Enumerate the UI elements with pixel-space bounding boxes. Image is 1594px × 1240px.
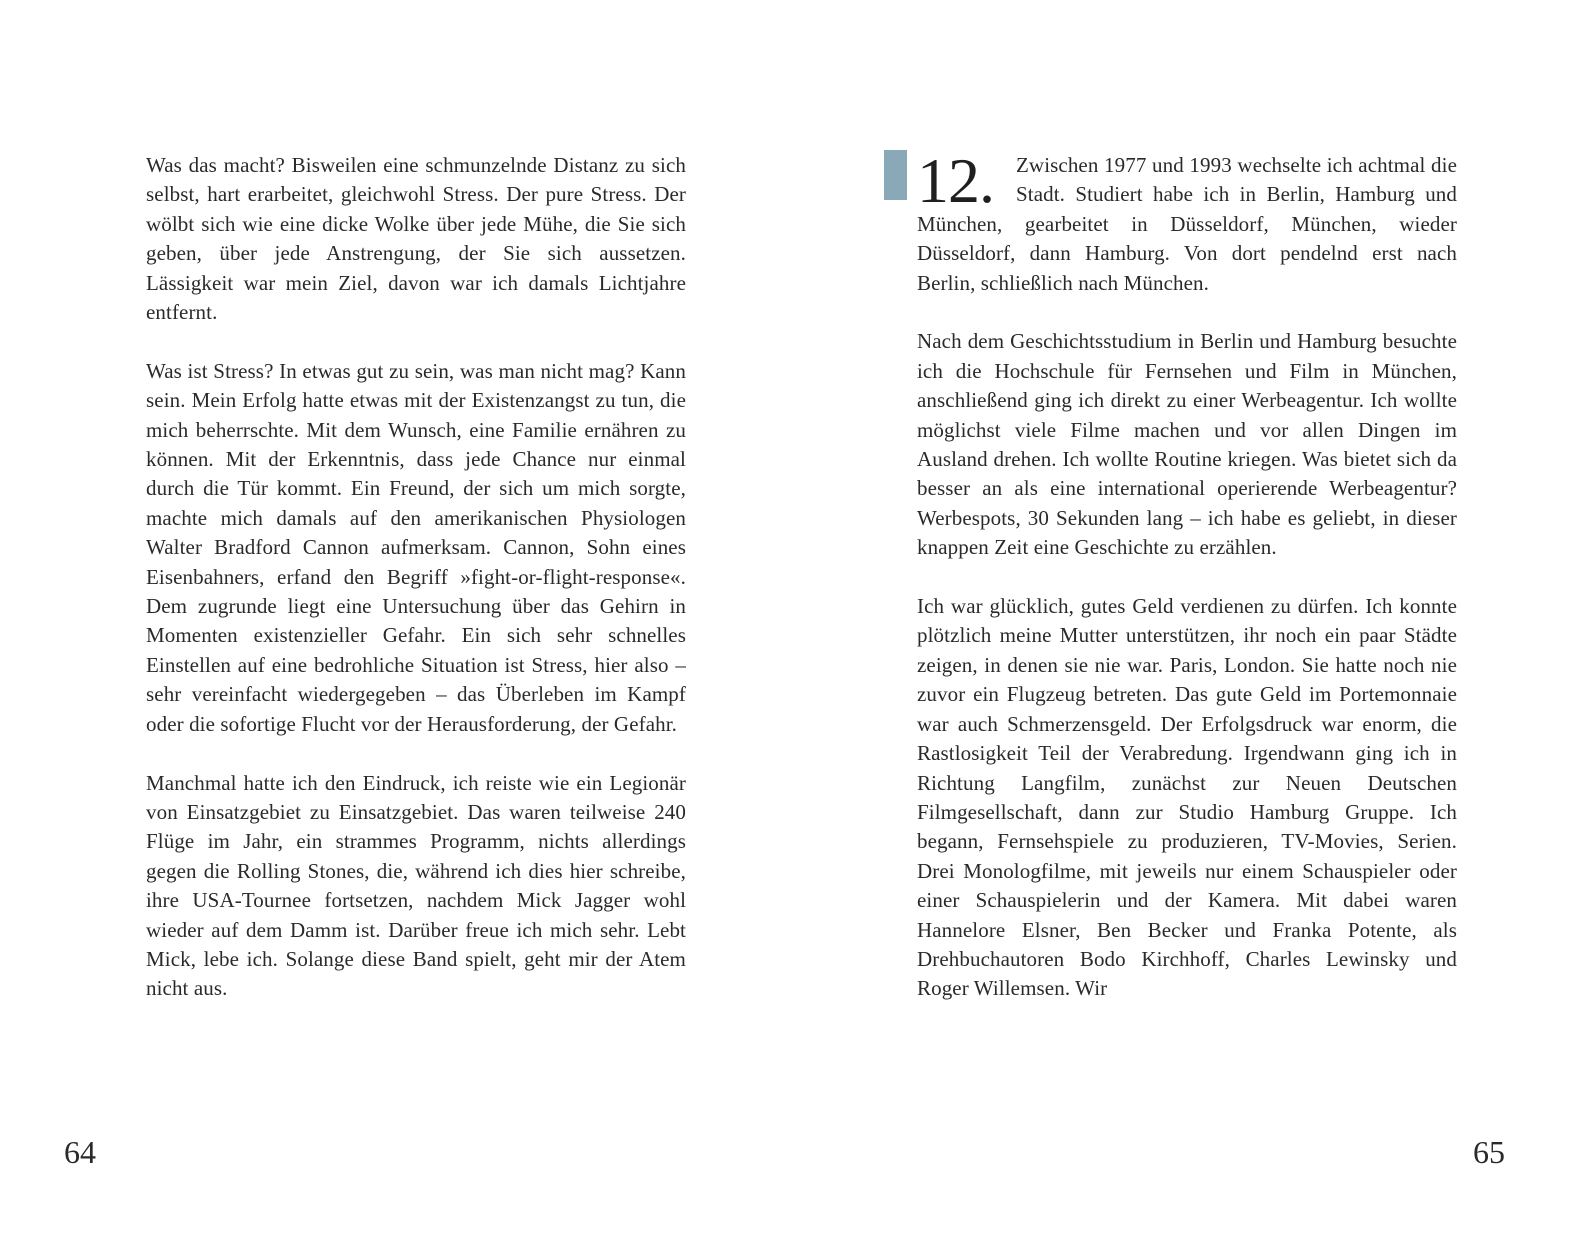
paragraph: Nach dem Geschichtsstudium in Berlin und Hamburg besuchte ich die Hochschule für Fernsehen und Film in München, anschließend ging ich direkt zu einer Werbeagentur. Ich wollte möglichst viele Filme machen und vor allen Dingen im Ausland drehen. Ich wollte Routine kriegen. Was bietet sich da besser an als eine international operierende Werbeagentur? Werbespots, 30 Sekunden lang – ich habe es geliebt, in dieser knappen Zeit eine Geschichte zu erzählen.	[917, 329, 1457, 560]
chapter-number: 12.	[917, 145, 994, 216]
page-number: 65	[1473, 1134, 1505, 1170]
paragraph-text: Zwischen 1977 und 1993 wechselte ich achtmal die Stadt. Studiert habe ich in Berlin, Hamburg und München, gearbeitet in Düsseldorf, München, wieder Düsseldorf, dann Hamburg. Von dort pendelnd erst nach Berlin, schließlich nach München.	[917, 153, 1457, 295]
paragraph: Manchmal hatte ich den Eindruck, ich reiste wie ein Legionär von Einsatzgebiet zu Einsatzgebiet. Das waren teilweise 240 Flüge im Jahr, ein strammes Programm, nichts allerdings gegen die Rolling Stones, die, während ich dies hier schreibe, ihre USA-Tournee fortsetzen, nachdem Mick Jagger wohl wieder auf dem Damm ist. Darüber freue ich mich sehr. Lebt Mick, lebe ich. Solange diese Band spielt, geht mir der Atem nicht aus.	[146, 770, 686, 1001]
left-page-body	[146, 151, 686, 1033]
page-number: 64	[64, 1134, 96, 1170]
chapter-marker-bar	[884, 150, 907, 200]
right-page-body	[917, 145, 1457, 1033]
paragraph: Was das macht? Bisweilen eine schmunzelnde Distanz zu sich selbst, hart erarbeitet, gleichwohl Stress. Der pure Stress. Der wölbt sich wie eine dicke Wolke über jede Mühe, die Sie sich geben, über jede Anstrengung, der Sie sich aussetzen. Lässigkeit war mein Ziel, davon war ich damals Lichtjahre entfernt.	[146, 153, 686, 325]
right-page	[797, 0, 1594, 1240]
paragraph	[917, 145, 1457, 298]
paragraph: Was ist Stress? In etwas gut zu sein, was man nicht mag? Kann sein. Mein Erfolg hatte etwas mit der Existenzangst zu tun, die mich beherrschte. Mit dem Wunsch, eine Familie ernähren zu können. Mit der Erkenntnis, dass jede Chance nur einmal durch die Tür kommt. Ein Freund, der sich um mich sorgte, machte mich damals auf den amerikanischen Physiologen Walter Bradford Cannon aufmerksam. Cannon, Sohn eines Eisenbahners, erfand den Begriff »fight-or-flight-response«. Dem zugrunde liegt eine Untersuchung über das Gehirn in Momenten existenzieller Gefahr. Ein sich sehr schnelles Einstellen auf eine bedrohliche Situation ist Stress, hier also – sehr vereinfacht wiedergegeben – das Überleben im Kampf oder die sofortige Flucht vor der Herausforderung, der Gefahr.	[146, 358, 686, 736]
paragraph: Ich war glücklich, gutes Geld verdienen zu dürfen. Ich konnte plötzlich meine Mutter unterstützen, ihr noch ein paar Städte zeigen, in denen sie nie war. Paris, London. Sie hatte noch nie zuvor ein Flugzeug betreten. Das gute Geld im Portemonnaie war auch Schmerzensgeld. Der Erfolgsdruck war enorm, die Rastlosigkeit Teil der Verabredung. Irgendwann ging ich in Richtung Langfilm, zunächst zur Neuen Deutschen Filmgesellschaft, dann zur Studio Hamburg Gruppe. Ich begann, Fernsehspiele zu produzieren, TV-Movies, Serien. Drei Monologfilme, mit jeweils nur einem Schauspieler oder einer Schauspielerin und der Kamera. Mit dabei waren Hannelore Elsner, Ben Becker und Franka Potente, als Drehbuchautoren Bodo Kirchhoff, Charles Lewinsky und Roger Willemsen. Wir	[917, 594, 1457, 1001]
